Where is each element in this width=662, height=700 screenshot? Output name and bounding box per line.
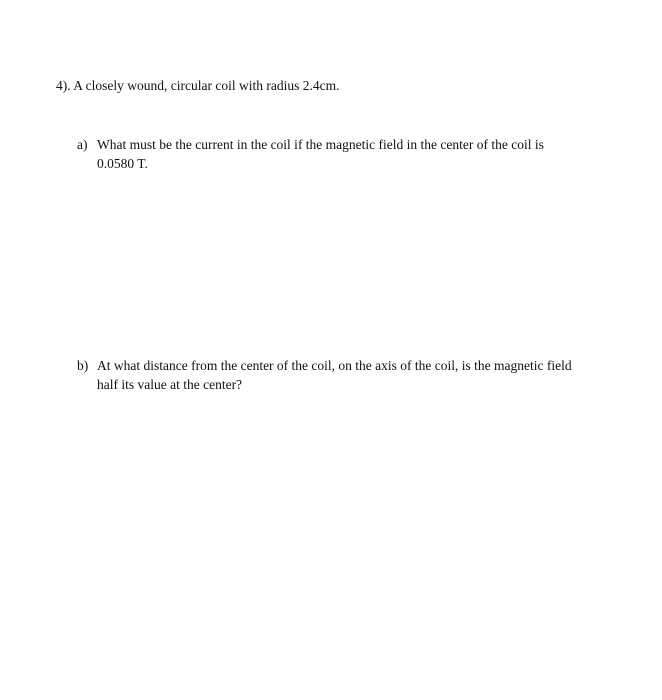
question-line: What must be the current in the coil if the magnetic field in the center of the coil is bbox=[97, 137, 544, 152]
problem-heading: 4). A closely wound, circular coil with radius 2.4cm. bbox=[56, 78, 340, 93]
question-text bbox=[97, 135, 577, 173]
question-line: At what distance from the center of the coil, on the axis of the coil, is the magnetic field bbox=[97, 358, 572, 373]
part-marker: b) bbox=[77, 358, 89, 373]
question-line: 0.0580 T. bbox=[97, 156, 148, 171]
question-text bbox=[97, 356, 577, 394]
question-line: half its value at the center? bbox=[97, 377, 243, 392]
part-marker: a) bbox=[77, 137, 88, 152]
